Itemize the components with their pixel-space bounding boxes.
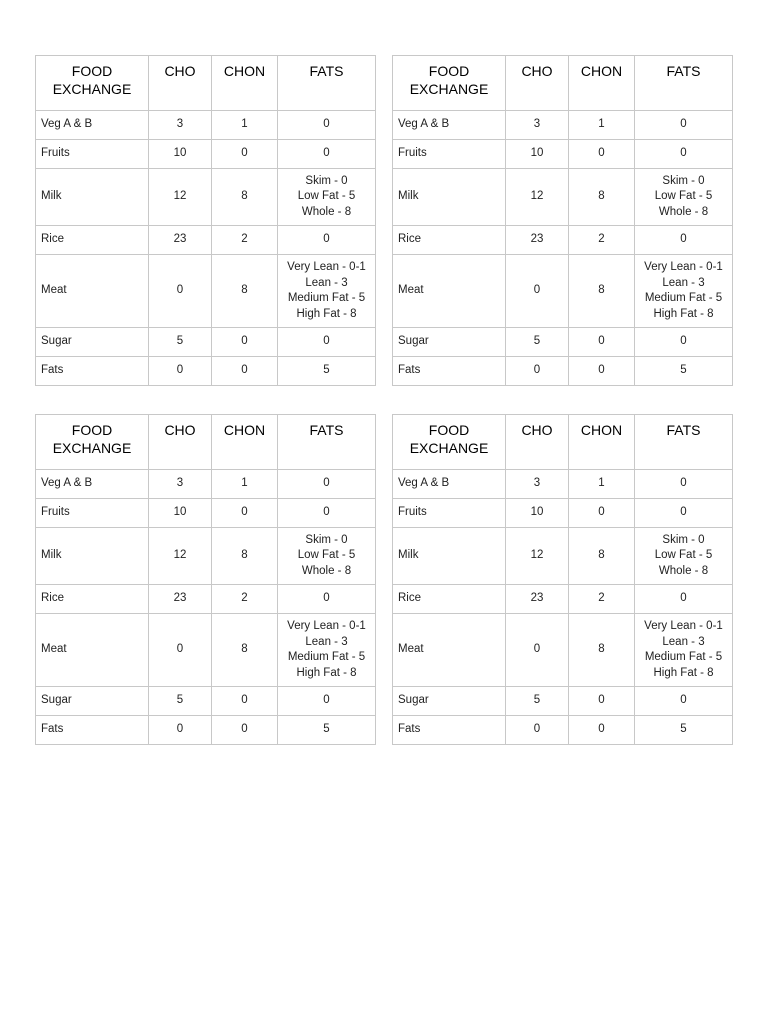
chon-cell: 1 [569, 470, 635, 499]
header-chon: CHON [212, 415, 278, 470]
cho-cell: 10 [506, 499, 569, 528]
fats-value: 5 [323, 364, 330, 377]
table-row [36, 328, 376, 357]
food-name-cell: Veg A & B [36, 470, 149, 499]
food-exchange-table [35, 55, 376, 386]
fats-value: 0 [680, 118, 687, 131]
cho-cell: 5 [149, 687, 212, 716]
fats-cell [635, 111, 733, 140]
cho-cell: 5 [149, 328, 212, 357]
fats-cell [635, 614, 733, 687]
fats-cell [635, 226, 733, 255]
header-food-exchange: FOOD EXCHANGE [36, 56, 149, 111]
table-row [36, 528, 376, 585]
food-name-cell: Milk [36, 528, 149, 585]
table-row [36, 140, 376, 169]
cho-cell: 12 [149, 528, 212, 585]
fats-cell [278, 328, 376, 357]
fats-value: Lean - 3 [662, 276, 705, 289]
cho-cell: 3 [506, 470, 569, 499]
fats-value: Lean - 3 [662, 635, 705, 648]
header-chon: CHON [569, 415, 635, 470]
chon-cell: 0 [569, 687, 635, 716]
food-name-cell: Milk [36, 169, 149, 226]
food-name-cell: Sugar [393, 687, 506, 716]
chon-cell: 1 [212, 111, 278, 140]
fats-value: Lean - 3 [305, 276, 348, 289]
cho-cell: 12 [506, 169, 569, 226]
fats-value: Low Fat - 5 [297, 190, 356, 203]
food-name-cell: Veg A & B [393, 470, 506, 499]
cho-cell: 5 [506, 328, 569, 357]
header-chon: CHON [212, 56, 278, 111]
fats-value: Very Lean - 0-1 [644, 261, 723, 273]
table-row [36, 357, 376, 386]
fats-value: Low Fat - 5 [654, 190, 713, 203]
table-row [393, 111, 733, 140]
fats-value: 5 [680, 723, 687, 736]
food-name-cell: Veg A & B [36, 111, 149, 140]
food-name-cell: Sugar [393, 328, 506, 357]
chon-cell: 8 [569, 528, 635, 585]
fats-cell [278, 169, 376, 226]
fats-value: Medium Fat - 5 [644, 651, 723, 663]
header-fats: FATS [278, 415, 376, 470]
fats-cell [278, 226, 376, 255]
cho-cell: 23 [506, 585, 569, 614]
table-row [393, 255, 733, 328]
cho-cell: 12 [506, 528, 569, 585]
table-row [36, 499, 376, 528]
fats-cell [635, 169, 733, 226]
fats-cell [278, 687, 376, 716]
chon-cell: 8 [569, 169, 635, 226]
food-name-cell: Fruits [393, 499, 506, 528]
chon-cell: 0 [569, 499, 635, 528]
fats-cell [635, 255, 733, 328]
fats-value: 0 [680, 694, 687, 707]
chon-cell: 0 [212, 140, 278, 169]
fats-value: 0 [323, 694, 330, 707]
cho-cell: 0 [149, 255, 212, 328]
table-row [36, 255, 376, 328]
food-exchange-table-4 [392, 414, 733, 745]
fats-value: Skim - 0 [662, 533, 705, 546]
chon-cell: 8 [212, 169, 278, 226]
food-name-cell: Rice [393, 226, 506, 255]
header-chon: CHON [569, 56, 635, 111]
chon-cell: 8 [212, 255, 278, 328]
food-exchange-table-2 [392, 55, 733, 386]
table-row [393, 499, 733, 528]
fats-cell [278, 111, 376, 140]
food-name-cell: Meat [393, 614, 506, 687]
header-row [393, 56, 733, 111]
chon-cell: 8 [212, 614, 278, 687]
food-exchange-table [392, 55, 733, 386]
table-row [36, 169, 376, 226]
food-name-cell: Meat [393, 255, 506, 328]
table-row [36, 470, 376, 499]
chon-cell: 0 [569, 140, 635, 169]
fats-cell [278, 470, 376, 499]
food-exchange-table-3 [35, 414, 376, 745]
chon-cell: 8 [569, 614, 635, 687]
header-cho: CHO [149, 415, 212, 470]
food-name-cell: Rice [393, 585, 506, 614]
chon-cell: 0 [212, 357, 278, 386]
fats-value: Skim - 0 [305, 533, 348, 546]
table-row [393, 357, 733, 386]
cho-cell: 0 [506, 614, 569, 687]
fats-value: 0 [323, 147, 330, 160]
fats-value: Whole - 8 [658, 205, 709, 218]
fats-value: Very Lean - 0-1 [287, 261, 366, 273]
table-row [36, 111, 376, 140]
cho-cell: 5 [506, 687, 569, 716]
table-row [36, 585, 376, 614]
chon-cell: 1 [569, 111, 635, 140]
cho-cell: 0 [149, 716, 212, 745]
chon-cell: 0 [212, 328, 278, 357]
chon-cell: 0 [212, 499, 278, 528]
header-food-exchange: FOOD EXCHANGE [393, 415, 506, 470]
food-name-cell: Fats [393, 716, 506, 745]
food-name-cell: Fruits [36, 499, 149, 528]
fats-cell [635, 357, 733, 386]
fats-value: Skim - 0 [662, 174, 705, 187]
fats-cell [635, 328, 733, 357]
food-exchange-table [35, 414, 376, 745]
chon-cell: 8 [569, 255, 635, 328]
header-food-exchange: FOOD EXCHANGE [36, 415, 149, 470]
table-row [36, 226, 376, 255]
header-row [36, 415, 376, 470]
table-row [393, 328, 733, 357]
fats-value: 0 [323, 233, 330, 246]
fats-value: 0 [323, 506, 330, 519]
fats-value: High Fat - 8 [296, 307, 357, 320]
chon-cell: 0 [212, 687, 278, 716]
header-fats: FATS [635, 415, 733, 470]
cho-cell: 0 [149, 357, 212, 386]
fats-cell [278, 357, 376, 386]
cho-cell: 3 [149, 470, 212, 499]
table-row [393, 169, 733, 226]
cho-cell: 23 [149, 585, 212, 614]
fats-value: 0 [323, 335, 330, 348]
food-name-cell: Fruits [393, 140, 506, 169]
header-cho: CHO [506, 415, 569, 470]
fats-cell [278, 140, 376, 169]
fats-value: 0 [680, 592, 687, 605]
fats-value: 5 [323, 723, 330, 736]
fats-value: High Fat - 8 [653, 307, 714, 320]
fats-value: 0 [680, 506, 687, 519]
fats-value: 0 [680, 477, 687, 490]
table-row [393, 528, 733, 585]
food-name-cell: Rice [36, 226, 149, 255]
chon-cell: 2 [212, 585, 278, 614]
table-row [393, 585, 733, 614]
fats-cell [278, 716, 376, 745]
food-name-cell: Milk [393, 169, 506, 226]
food-name-cell: Fruits [36, 140, 149, 169]
fats-cell [278, 614, 376, 687]
food-name-cell: Meat [36, 255, 149, 328]
food-name-cell: Rice [36, 585, 149, 614]
table-row [393, 226, 733, 255]
chon-cell: 8 [212, 528, 278, 585]
fats-cell [635, 585, 733, 614]
header-cho: CHO [149, 56, 212, 111]
food-name-cell: Milk [393, 528, 506, 585]
chon-cell: 2 [212, 226, 278, 255]
table-row [36, 687, 376, 716]
fats-value: Low Fat - 5 [654, 549, 713, 562]
fats-cell [635, 716, 733, 745]
fats-cell [278, 499, 376, 528]
fats-cell [278, 585, 376, 614]
fats-cell [635, 140, 733, 169]
cho-cell: 0 [506, 357, 569, 386]
fats-value: 0 [680, 233, 687, 246]
table-row [36, 716, 376, 745]
header-row [36, 56, 376, 111]
cho-cell: 23 [506, 226, 569, 255]
chon-cell: 0 [212, 716, 278, 745]
cho-cell: 10 [149, 499, 212, 528]
fats-value: Very Lean - 0-1 [644, 620, 723, 632]
fats-value: Skim - 0 [305, 174, 348, 187]
fats-value: 0 [323, 592, 330, 605]
fats-cell [278, 255, 376, 328]
header-food-exchange: FOOD EXCHANGE [393, 56, 506, 111]
fats-value: Very Lean - 0-1 [287, 620, 366, 632]
food-exchange-table-1 [35, 55, 376, 386]
header-fats: FATS [278, 56, 376, 111]
chon-cell: 2 [569, 226, 635, 255]
table-row [393, 687, 733, 716]
chon-cell: 0 [569, 328, 635, 357]
chon-cell: 1 [212, 470, 278, 499]
table-row [393, 716, 733, 745]
cho-cell: 0 [506, 716, 569, 745]
cho-cell: 23 [149, 226, 212, 255]
fats-cell [635, 499, 733, 528]
fats-value: Whole - 8 [301, 564, 352, 577]
food-name-cell: Sugar [36, 687, 149, 716]
cho-cell: 0 [149, 614, 212, 687]
fats-value: 0 [680, 335, 687, 348]
fats-value: Lean - 3 [305, 635, 348, 648]
chon-cell: 0 [569, 716, 635, 745]
fats-cell [635, 470, 733, 499]
cho-cell: 10 [149, 140, 212, 169]
cho-cell: 0 [506, 255, 569, 328]
fats-value: 0 [680, 147, 687, 160]
fats-value: High Fat - 8 [296, 666, 357, 679]
chon-cell: 2 [569, 585, 635, 614]
fats-cell [635, 528, 733, 585]
fats-value: 5 [680, 364, 687, 377]
fats-cell [278, 528, 376, 585]
table-row [36, 614, 376, 687]
fats-value: Medium Fat - 5 [287, 651, 366, 663]
table-row [393, 470, 733, 499]
fats-value: Medium Fat - 5 [644, 292, 723, 304]
fats-value: High Fat - 8 [653, 666, 714, 679]
cho-cell: 3 [506, 111, 569, 140]
fats-value: 0 [323, 477, 330, 490]
fats-cell [635, 687, 733, 716]
fats-value: Low Fat - 5 [297, 549, 356, 562]
cho-cell: 12 [149, 169, 212, 226]
food-name-cell: Sugar [36, 328, 149, 357]
food-name-cell: Fats [393, 357, 506, 386]
header-fats: FATS [635, 56, 733, 111]
food-name-cell: Fats [36, 716, 149, 745]
header-row [393, 415, 733, 470]
fats-value: Whole - 8 [658, 564, 709, 577]
food-name-cell: Fats [36, 357, 149, 386]
food-exchange-table [392, 414, 733, 745]
table-row [393, 140, 733, 169]
food-name-cell: Meat [36, 614, 149, 687]
cho-cell: 3 [149, 111, 212, 140]
fats-value: 0 [323, 118, 330, 131]
fats-value: Whole - 8 [301, 205, 352, 218]
chon-cell: 0 [569, 357, 635, 386]
fats-value: Medium Fat - 5 [287, 292, 366, 304]
cho-cell: 10 [506, 140, 569, 169]
header-cho: CHO [506, 56, 569, 111]
table-row [393, 614, 733, 687]
food-name-cell: Veg A & B [393, 111, 506, 140]
